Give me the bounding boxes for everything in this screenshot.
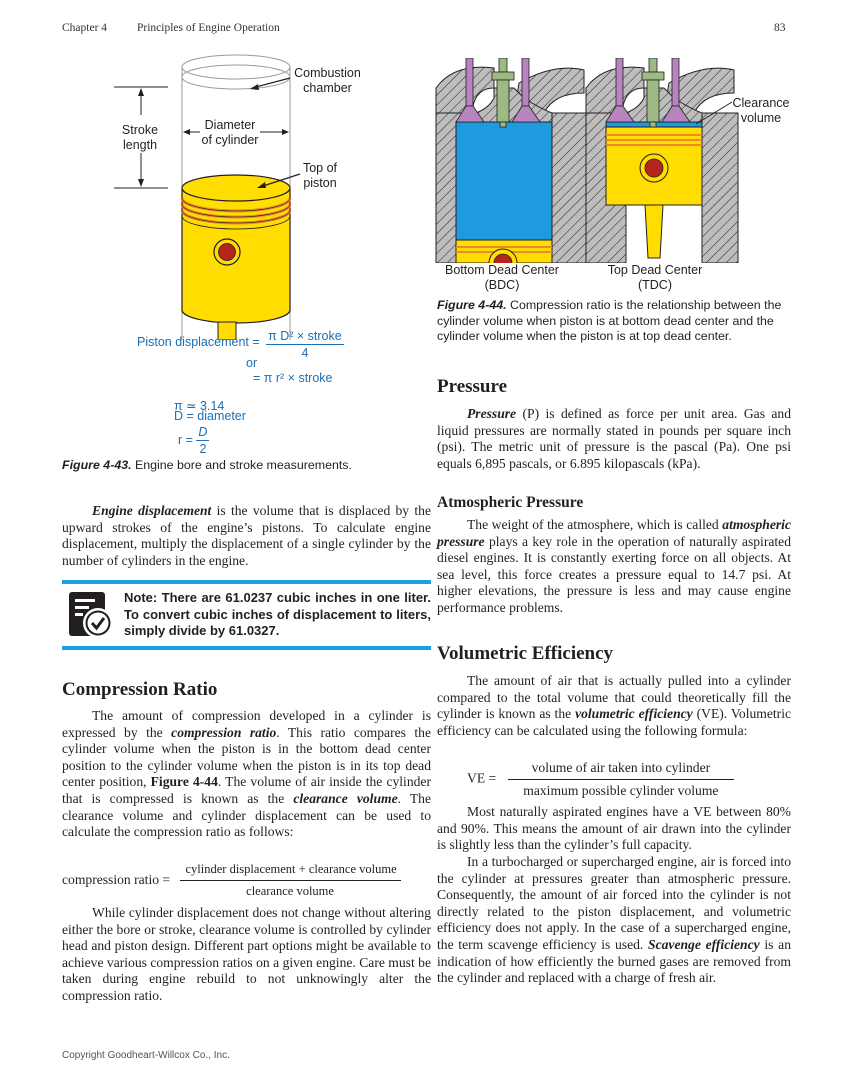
heading-atmospheric-pressure: Atmospheric Pressure — [437, 494, 584, 511]
label-bdc: Bottom Dead Center (BDC) — [445, 263, 559, 292]
heading-compression-ratio: Compression Ratio — [62, 679, 218, 700]
engine-displacement-paragraph: Engine displacement is the volume that is displaced by the upward strokes of the engine’s pistons. To calculate engine displacement, multiply the displacement of a single cylinder by the number of cylinders in the engine. — [62, 503, 431, 568]
tdc-cylinder — [586, 58, 738, 263]
label-tdc: Top Dead Center (TDC) — [607, 263, 703, 292]
note-top-rule — [62, 580, 431, 584]
note-box — [62, 580, 431, 650]
formula-alt: = π r² × stroke — [253, 371, 333, 385]
figure-4-43-caption: Figure 4-43. Engine bore and stroke measurements. — [62, 458, 352, 472]
formula-denominator: 4 — [301, 346, 309, 360]
bdc-cylinder — [436, 58, 588, 263]
chapter-title: Principles of Engine Operation — [137, 22, 280, 34]
pi-definition: π ≃ 3.14 — [174, 399, 225, 413]
volumetric-efficiency-paragraph-3: In a turbocharged or supercharged engine, air is forced into the cylinder at pressures greater than atmospheric pressure. Consequently, the amount of air forced into the cylinder is not directly related to the piston displacement, and volumetric efficiency does not apply. In the case of a supercharged engine, the term scavenge efficiency is used. Scavenge efficiency is an indication of how efficiently the burned gases are removed from the cylinder and replaced with a charge of fresh air. — [437, 854, 791, 986]
compression-ratio-formula: compression ratio = $\frac{\text{cylinder displacement + clearance volume}}{\text{clearance volume}}$ — [62, 862, 431, 899]
volumetric-efficiency-paragraph-2: Most naturally aspirated engines have a VE between 80% and 90%. This means the amount of air drawn into the cylinder is slightly less than the cylinder’s full capacity. — [437, 804, 791, 853]
note-bottom-rule — [62, 646, 431, 650]
heading-volumetric-efficiency: Volumetric Efficiency — [437, 643, 614, 664]
note-text: Note: There are 61.0237 cubic inches in one liter. To convert cubic inches of displacement to liters, simply divide by 61.0327. — [124, 590, 431, 638]
heading-pressure: Pressure — [437, 376, 508, 397]
pressure-paragraph: Pressure (P) is defined as force per unit area. Gas and liquid pressures are normally stated in pounds per square inch (psi). The metric unit of pressure is the pascal (Pa). One psi equals 6,895 pascals, or 6.895 kilopascals (kPa). — [437, 406, 791, 471]
compression-ratio-paragraph-1: The amount of compression developed in a cylinder is expressed by the compression ratio. This ratio compares the cylinder volume when the piston is in the bottom dead center position to the cylinder volume when the piston is in its top dead center position, Figure 4-44. The volume of air inside the cylinder that is compressed is known as the clearance volume. The clearance volume and cylinder displacement can be used to calculate the compression ratio as follows: — [62, 708, 432, 840]
figure-4-44-caption: Figure 4-44. Compression ratio is the relationship between the cylinder volume when piston is at bottom dead center and the cylinder volume when the piston is at top dead center. — [437, 298, 782, 343]
label-stroke-length: Stroke length — [121, 123, 159, 152]
piston-cylinder-diagram — [100, 50, 430, 340]
d-definition: D = diameter — [174, 409, 246, 423]
figure-4-43-illustration — [100, 50, 430, 340]
formula-or: or — [246, 356, 258, 370]
label-combustion-chamber: Combustion chamber — [294, 66, 361, 95]
label-top-of-piston: Top of piston — [302, 161, 338, 190]
figure-reference-4-44: Figure 4-44 — [150, 774, 218, 790]
chapter-number: Chapter 4 — [62, 22, 108, 34]
formula-numerator: π D² × stroke — [268, 329, 342, 343]
page-number: 83 — [774, 22, 786, 34]
r-definition: r = $\frac{D}{2}$ — [178, 425, 208, 456]
checklist-check-icon — [67, 592, 115, 640]
formula-lhs: Piston displacement = — [137, 334, 260, 349]
copyright-footer: Copyright Goodheart-Willcox Co., Inc. — [62, 1050, 230, 1061]
label-diameter: Diameter of cylinder — [201, 118, 259, 147]
bdc-tdc-diagram — [434, 58, 774, 263]
ve-formula: VE = $\frac{\text{volume of air taken into cylinder}}{\text{maximum possible cylinder volume}}$ — [467, 760, 734, 799]
piston-displacement-formula — [137, 329, 344, 360]
volumetric-efficiency-paragraph-1: The amount of air that is actually pulled into a cylinder compared to the total volume that could theoretically fill the cylinder is known as the volumetric efficiency (VE). Volumetric efficiency can be calculated using the following formula: — [437, 673, 792, 738]
atmospheric-pressure-paragraph: The weight of the atmosphere, which is called atmospheric pressure plays a key role in the operation of naturally aspirated diesel engines. It is constantly exerting force on all objects. At sea level, this force creates a pressure equal to 14.7 psi. At higher elevations, the pressure is less and may cause engine performance problems. — [437, 517, 791, 615]
compression-ratio-paragraph-2: While cylinder displacement does not change without altering either the bore or stroke, clearance volume is controlled by cylinder head and piston design. Different part options might be available to achieve various compression ratios on a given engine. Care must be taken during engine rebuild to not unknowingly alter the compression ratio. — [62, 905, 431, 1003]
label-clearance-volume: Clearance volume — [732, 96, 790, 125]
figure-4-44-illustration — [434, 58, 774, 263]
